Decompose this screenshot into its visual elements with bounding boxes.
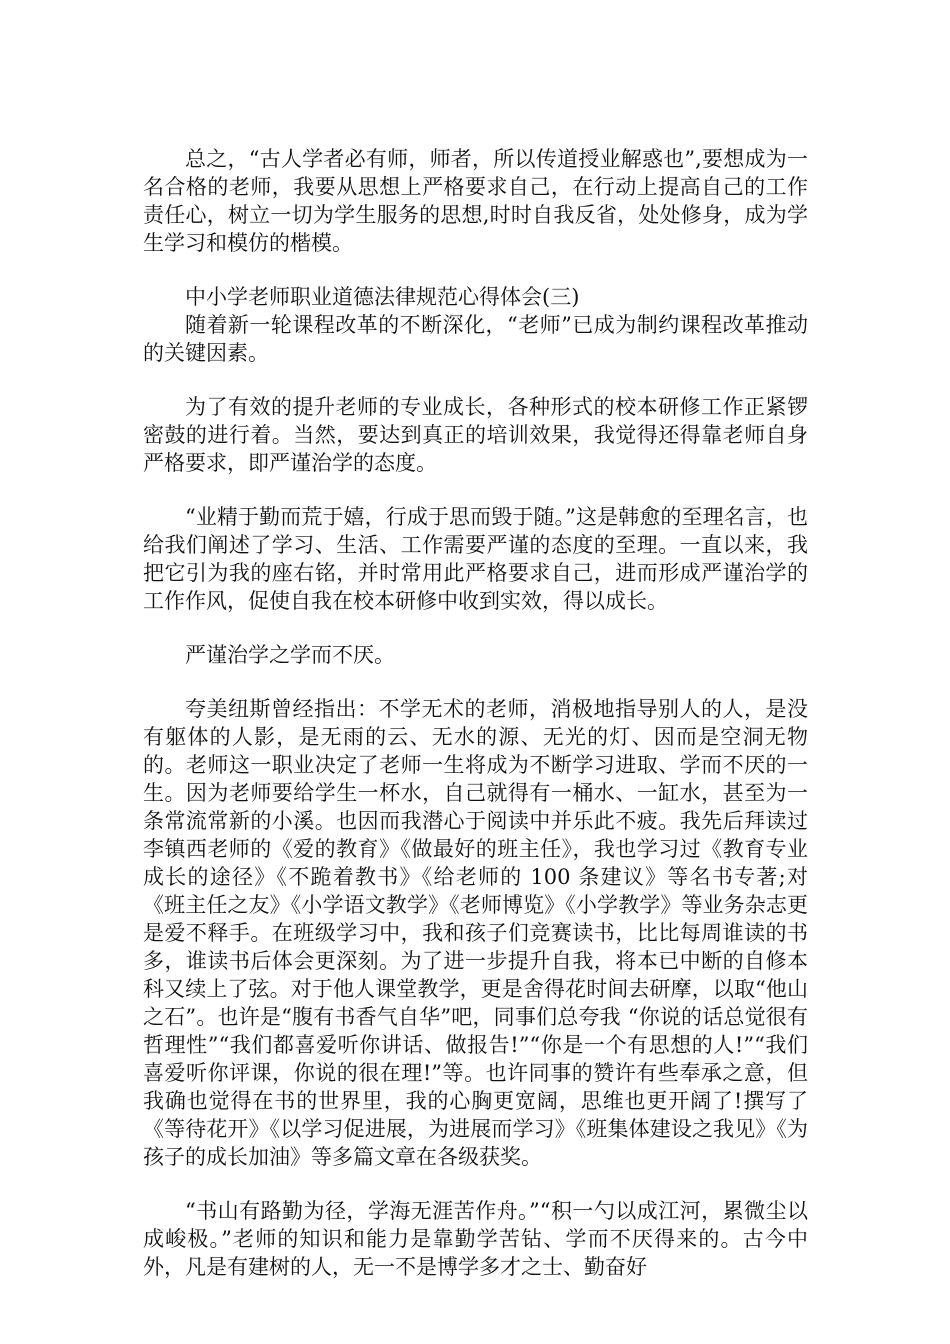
paragraph-motto: “业精于勤而荒于嬉，行成于思而毁于随。”这是韩愈的至理名言，也给我们阐述了学习、生活、工作需要严谨的态度的至理。一直以来，我把它引为我的座右铭，并时常用此严格要求自己，进而形成严谨治学的工作作风，促使自我在校本研修中收到实效，得以成长。 xyxy=(143,505,808,613)
paragraph-comenius: 夸美纽斯曾经指出：不学无术的老师，消极地指导别人的人，是没有躯体的人影，是无雨的云、无水的源、无光的灯、因而是空洞无物的。老师这一职业决定了老师一生将成为不断学习进取、学而不厌的一生。因为老师要给学生一杯水，自己就得有一桶水、一缸水，甚至为一条常流常新的小溪。也因而我潜心于阅读中并乐此不疲。我先后拜读过李镇西老师的《爱的教育》《做最好的班主任》，我也学习过《教育专业成长的途径》《不跪着教书》《给老师的 100 条建议》等名书专著;对《班主任之友》《小学语文教学》《老师博览》《小学教学》等业务杂志更是爱不释手。在班级学习中，我和孩子们竞赛读书，比比每周谁读的书多，谁读书后体会更深刻。为了进一步提升自我，将本已中断的自修本科又续上了弦。对于他人课堂教学，更是舍得花时间去研摩，以取“他山之石”。也许是“腹有书香气自华”吧，同事们总夸我 “你说的话总觉很有哲理性”“我们都喜爱听你讲话、做报告!”“你是一个有思想的人!”“我们喜爱听你评课，你说的很在理!”等。也许同事的赞许有些奉承之意，但我确也觉得在书的世界里，我的心胸更宽阔，思维也更开阔了!撰写了《等待花开》《以学习促进展，为进展而学习》《班集体建设之我见》《为孩子的成长加油》等多篇文章在各级获奖。 xyxy=(143,697,808,1169)
paragraph-training: 为了有效的提升老师的专业成长，各种形式的校本研修工作正紧锣密鼓的进行着。当然，要达到真正的培训效果，我觉得还得靠老师自身严格要求，即严谨治学的态度。 xyxy=(143,395,808,475)
paragraph-diligence: “书山有路勤为径，学海无涯苦作舟。”“积一勺以成江河，累微尘以成峻极。”老师的知识和能力是靠勤学苦钻、学而不厌得来的。古今中外，凡是有建树的人，无一不是博学多才之士、勤奋好 xyxy=(143,1199,808,1279)
subheading-study: 严谨治学之学而不厌。 xyxy=(185,643,395,667)
section-heading: 中小学老师职业道德法律规范心得体会(三) xyxy=(185,285,580,309)
document-body xyxy=(143,145,808,1281)
paragraph-conclusion: 总之，“古人学者必有师，师者，所以传道授业解惑也”,要想成为一名合格的老师，我要从思想上严格要求自己，在行动上提高自己的工作责任心，树立一切为学生服务的思想,时时自我反省，处处修身，成为学生学习和模仿的楷模。 xyxy=(143,147,808,255)
paragraph-intro: 随着新一轮课程改革的不断深化，“老师”已成为制约课程改革推动的关键因素。 xyxy=(143,313,808,365)
